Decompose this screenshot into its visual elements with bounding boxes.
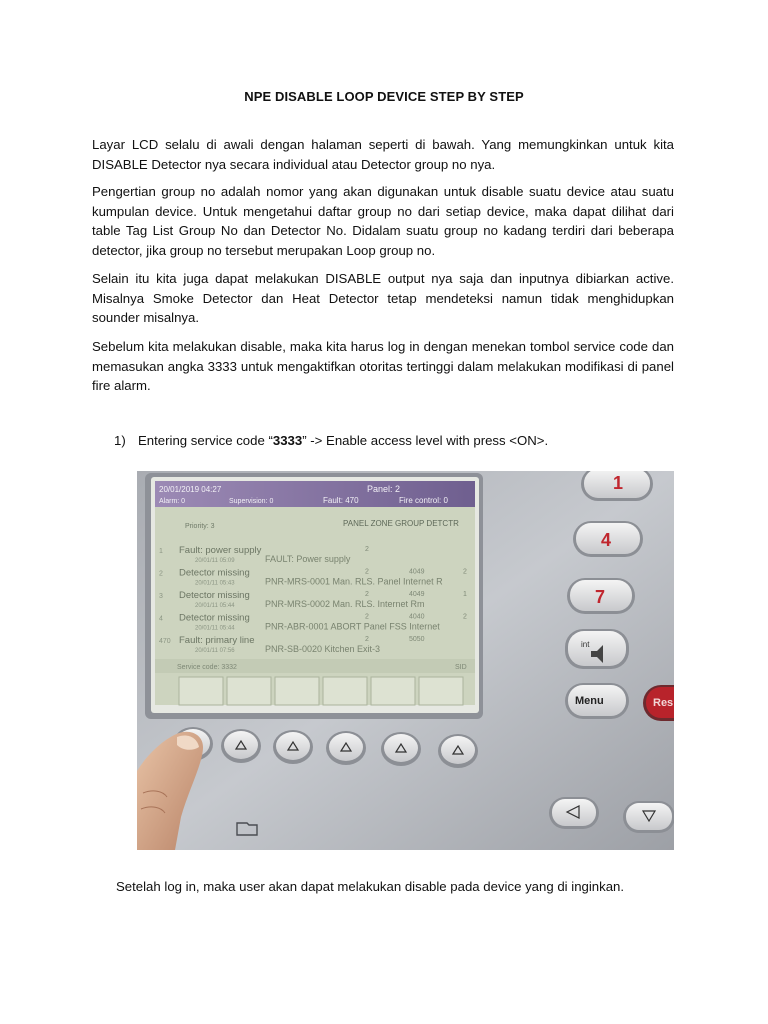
lcd-row-desc: PNR-MRS-0001 Man. RLS. Panel Internet R [265, 576, 443, 587]
lcd-row-number: 1 [159, 548, 163, 555]
key-1-label: 1 [613, 473, 624, 493]
key-int-label: int [581, 640, 590, 649]
lcd-datetime: 20/01/2019 04:27 [159, 485, 222, 494]
lcd-row-zone: 4049 [409, 591, 425, 598]
lcd-supervision: Supervision: 0 [229, 498, 274, 505]
key-7[interactable] [567, 578, 635, 614]
lcd-input-tag: SID [455, 664, 467, 671]
softkey-2[interactable] [221, 729, 261, 763]
lcd-service-code: Service code: 3332 [177, 664, 237, 671]
lcd-row-number: 4 [159, 615, 163, 623]
lcd-panel: Panel: 2 [367, 484, 401, 494]
lcd-row-date: 20/01/11 05:43 [195, 580, 235, 587]
lcd-row-head: Fault: power supply [179, 545, 262, 556]
lcd-row-panel: 2 [365, 636, 369, 643]
lcd-row-desc: PNR-SB-0020 Kitchen Exit-3 [265, 644, 381, 654]
lcd-row-date: 20/01/11 05:44 [195, 625, 235, 632]
key-1[interactable] [581, 471, 653, 501]
fire-panel-photo [137, 471, 674, 850]
lcd-row-desc: FAULT: Power supply [265, 554, 351, 564]
softkey-6[interactable] [438, 734, 478, 768]
lcd-row-date: 20/01/11 07:56 [195, 648, 235, 654]
lcd-columns: PANEL ZONE GROUP DETCTR [343, 519, 459, 528]
lcd-row-desc: PNR-MRS-0002 Man. RLS. Internet Rm [265, 599, 425, 609]
lcd-row-desc: PNR-ABR-0001 ABORT Panel FSS Internet [265, 621, 440, 632]
lcd-screen [155, 481, 475, 705]
lcd-fault: Fault: 470 [323, 496, 359, 505]
lcd-row-date: 20/01/11 05:44 [195, 603, 235, 609]
step-number: 1) [114, 433, 126, 448]
lcd-row-panel: 2 [365, 613, 369, 621]
after-login-text: Setelah log in, maka user akan dapat melakukan disable pada device yang di inginkan. [116, 879, 625, 894]
step-suffix: ” -> Enable access level with press <ON>. [302, 433, 549, 448]
lcd-row-head: Detector missing [179, 567, 250, 579]
lcd-row-head: Detector missing [179, 612, 250, 624]
paragraph-disable-output: Selain itu kita juga dapat melakukan DISABLE output nya saja dan inputnya dibiarkan active. Misalnya Smoke Detector dan Heat Detector tetap mendeteksi namun tidak menghidupkan sounder misalnya. [92, 271, 674, 325]
key-4[interactable] [573, 521, 643, 557]
key-left-arrow[interactable] [549, 797, 599, 829]
lcd-priority: Priority: 3 [185, 523, 215, 530]
lcd-row-number: 2 [159, 570, 163, 578]
softkey-5[interactable] [381, 732, 421, 766]
step-prefix: Entering service code “ [138, 433, 273, 448]
lcd-alarm: Alarm: 0 [159, 498, 186, 505]
fire-panel-illustration [137, 471, 674, 850]
lcd-row-number: 470 [159, 638, 171, 645]
lcd-row-zone: 4049 [409, 568, 425, 576]
lcd-row-zone: 5050 [409, 636, 425, 643]
lcd-row-panel: 2 [365, 568, 369, 576]
lcd-row-zone: 4040 [409, 613, 425, 621]
paragraph-group-no: Pengertian group no adalah nomor yang akan digunakan untuk disable suatu device atau suatu kumpulan device. Untuk mengetahui daftar group no dari setiap device, maka dapat dilihat dari table Tag List Group No dan Detector No. Didalam suatu group no kadang terdiri dari beberapa detector, jika group no tersebut merupakan Loop group no. [92, 184, 674, 258]
key-down-arrow[interactable] [623, 801, 674, 833]
lcd-row-date: 20/01/11 05:09 [195, 558, 235, 564]
softkey-4[interactable] [326, 731, 366, 765]
step-1 [114, 433, 548, 448]
lcd-row-group: 2 [463, 613, 467, 621]
softkey-3[interactable] [273, 730, 313, 764]
paragraph-intro: Layar LCD selalu di awali dengan halaman seperti di bawah. Yang memungkinkan untuk kita DISABLE Detector nya secara individual atau Detector group no nya. [92, 137, 674, 172]
lcd-fire-control: Fire control: 0 [399, 496, 448, 505]
lcd-row-group: 1 [463, 591, 467, 598]
key-menu[interactable] [565, 683, 629, 719]
document-title: NPE DISABLE LOOP DEVICE STEP BY STEP [244, 89, 524, 104]
lcd-row-head: Detector missing [179, 590, 250, 601]
lcd-row-group: 2 [463, 568, 467, 576]
key-internal-silence[interactable] [565, 629, 629, 669]
key-reset-label: Res [653, 697, 674, 709]
key-7-label: 7 [595, 587, 606, 607]
lcd-row-panel: 2 [365, 591, 369, 598]
lcd-row-panel: 2 [365, 546, 369, 553]
key-menu-label: Menu [575, 695, 604, 707]
key-4-label: 4 [601, 530, 612, 550]
lcd-row-head: Fault: primary line [179, 635, 255, 646]
lcd-row-number: 3 [159, 593, 163, 600]
step-code: 3333 [272, 433, 303, 448]
paragraph-login: Sebelum kita melakukan disable, maka kita harus log in dengan menekan tombol service code dan memasukan angka 3333 untuk mengaktifkan otoritas tertinggi dalam melakukan modifikasi di panel fire alarm. [92, 339, 674, 393]
